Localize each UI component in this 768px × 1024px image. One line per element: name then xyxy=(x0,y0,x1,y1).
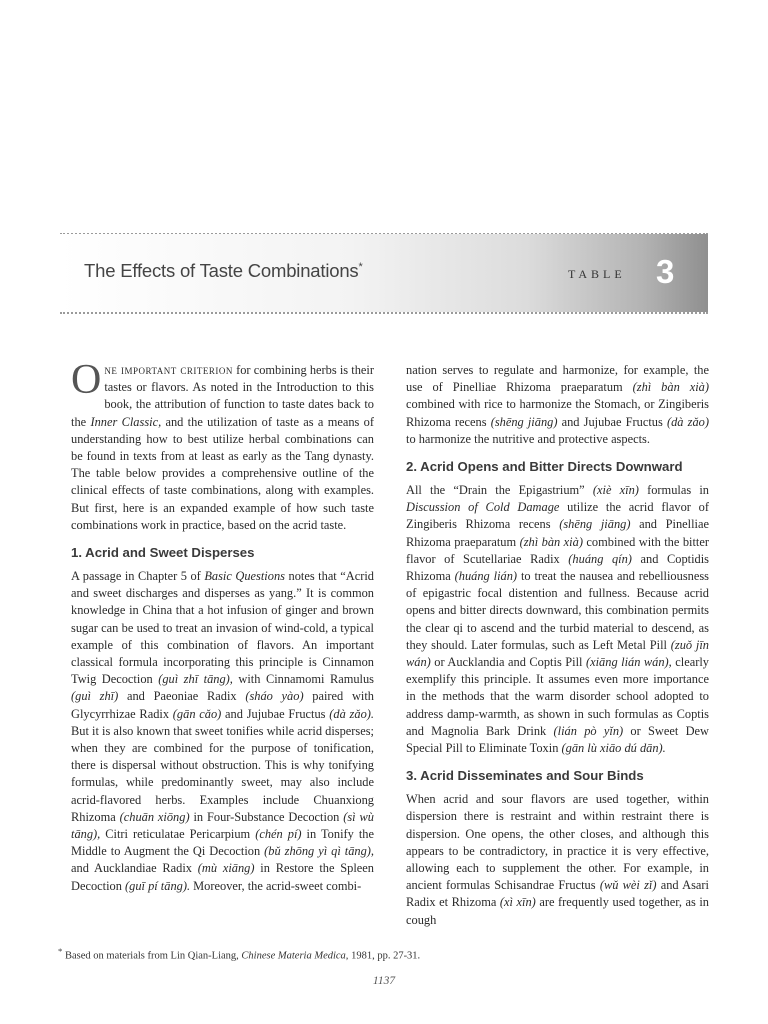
page-number: 1137 xyxy=(372,975,396,987)
section-heading-1: 1. Acrid and Sweet Disperses xyxy=(71,545,255,561)
section-3-paragraph: When acrid and sour flavors are used together, within dispersion there is restraint and within restraint there is dispersion. One opens, the other closes, and although this appears to be contradictory, in practice it is very effective, allowing each to supplement the other. For example, in ancient formulas Schisandrae Fructus (wǔ wèi zǐ) and Asari Radix et Rhizoma (xì xīn) are frequently used together, as in cough xyxy=(406,792,710,927)
right-column xyxy=(406,362,709,929)
page-title: The Effects of Taste Combinations* xyxy=(84,260,363,281)
footnote: * Based on materials from Lin Qian-Liang, Chinese Materia Medica, 1981, pp. 27-31. xyxy=(58,946,421,962)
section-1-paragraph: A passage in Chapter 5 of Basic Questions notes that “Acrid and sweet discharges and disperses as yang.” It is common knowledge in China that a hot infusion of ginger and brown sugar can be used to treat an invasion of wind-cold, a typical example of this combination of flavors. An important classical formula incorporating this principle is Cinnamon Twig Decoction (guì zhī tāng), with Cinnamomi Ramulus (guì zhī) and Paeoniae Radix (sháo yào) paired with Glycyrrhizae Radix (gān cǎo) and Jujubae Fructus (dà zǎo). But it is also known that sweet tonifies while acrid disperses; when they are combined for the purpose of tonification, there is dispersal without obstruction. This is why tonifying formulas, while predominantly sweet, may also include acrid-flavored herbs. Examples include Chuanxiong Rhizoma (chuān xiōng) in Four-Substance Decoction (sì wù tāng), Citri reticulatae Pericarpium (chén pí) in Tonify the Middle to Augment the Qi Decoction (bǔ zhōng yì qì tāng), and Aucklandiae Radix (mù xiāng) in Restore the Spleen Decoction (guī pí tāng). Moreover, the acrid-sweet combi- xyxy=(71,569,375,893)
section-2-paragraph: All the “Drain the Epigastrium” (xiè xīn) formulas in Discussion of Cold Damage utilize the acrid flavor of Zingiberis Rhizoma recens (shēng jiāng) and Pinelliae Rhizoma praeparatum (zhì bàn xià) combined with the bitter flavor of Scutellariae Radix (huáng qín) and Coptidis Rhizoma (huáng lián) to treat the nausea and rebelliousness of epigastric focal distention and fullness. Because acrid opens and bitter directs downward, this combination permits the clear qi to ascend and the turbid material to descend, as they should. Later formulas, such as Left Metal Pill (zuǒ jīn wán) or Aucklandia and Coptis Pill (xiāng lián wán), clearly exemplify this principle. It assumes even more importance in the methods that the warm disorder school adopted to address damp-warmth, as shown in such formulas as Coptis and Magnolia Bark Drink (lián pò yǐn) or Sweet Dew Special Pill to Eliminate Toxin (gān lù xiāo dú dān). xyxy=(406,483,709,756)
section-heading-3: 3. Acrid Disseminates and Sour Binds xyxy=(406,768,644,784)
title-footnote-marker: * xyxy=(358,260,363,273)
section-heading-2: 2. Acrid Opens and Bitter Directs Downward xyxy=(406,459,683,475)
table-number: 3 xyxy=(656,253,675,290)
header-bottom-rule xyxy=(60,312,708,314)
drop-cap: O xyxy=(71,357,102,403)
left-column xyxy=(71,357,375,895)
table-label: TABLE xyxy=(568,267,626,281)
section-1-continuation: nation serves to regulate and harmonize, for example, the use of Pinelliae Rhizoma praeparatum (zhì bàn xià) combined with rice to harmonize the Stomach, or Zingiberis Rhizoma recens (shēng jiāng) and Jujubae Fructus (dà zǎo) to harmonize the nutritive and protective aspects. xyxy=(406,363,709,446)
intro-paragraph: One important criterion for combining herbs is their tastes or flavors. As noted in the Introduction to this book, the attribution of function to taste dates back to the Inner Classic, and the utilization of taste as a means of understanding how to best utilize herbal combinations can be found in texts from at least as early as the Tang dynasty. The table below provides a comprehensive outline of the clinical effects of taste combinations, along with examples. But first, here is an expanded example of how such taste combinations work in practice, based on the acrid taste. xyxy=(71,357,375,532)
